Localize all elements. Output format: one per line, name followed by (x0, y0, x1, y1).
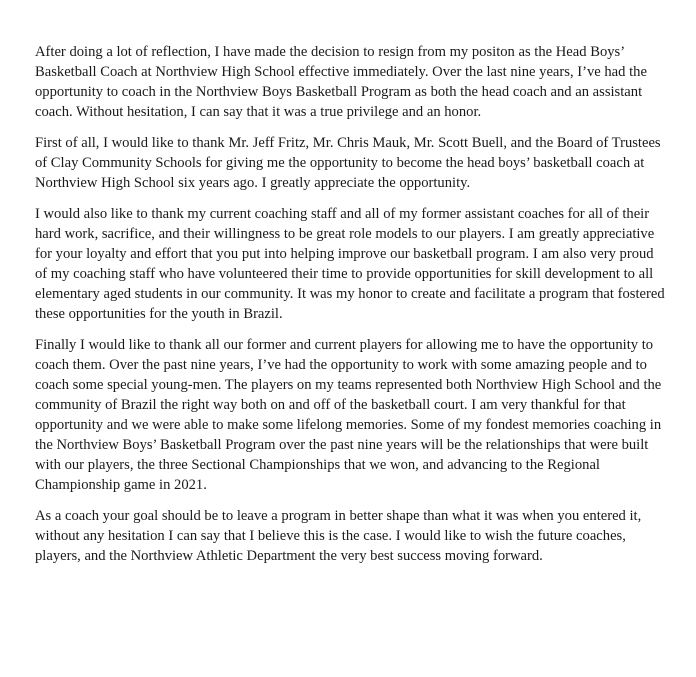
paragraph-thanks-staff: I would also like to thank my current coaching staff and all of my former assistant coaches for all of their hard work, sacrifice, and their willingness to be great role models to our players. I am greatly appreciative for your loyalty and effort that you put into helping improve our basketball program. I am also very proud of my coaching staff who have volunteered their time to provide opportunities for skill development to all elementary aged students in our community. It was my honor to create and facilitate a program that fostered these opportunities for the youth in Brazil. (35, 206, 665, 322)
paragraph-thanks-administration: First of all, I would like to thank Mr. Jeff Fritz, Mr. Chris Mauk, Mr. Scott Buell, and the Board of Trustees of Clay Community Schools for giving me the opportunity to become the head boys’ basketball coach at Northview High School six years ago. I greatly appreciate the opportunity. (35, 135, 661, 191)
paragraph-thanks-players: Finally I would like to thank all our former and current players for allowing me to have the opportunity to coach them. Over the past nine years, I’ve had the opportunity to work with some amazing people and to coach some special young-men. The players on my teams represented both Northview High School and the community of Brazil the right way both on and off of the basketball court. I am very thankful for that opportunity and we were able to make some lifelong memories. Some of my fondest memories coaching in the Northview Boys’ Basketball Program over the past nine years will be the relationships that were built with our players, the three Sectional Championships that we won, and advancing to the Regional Championship game in 2021. (35, 337, 662, 493)
paragraph-resignation: After doing a lot of reflection, I have made the decision to resign from my positon as the Head Boys’ Basketball Coach at Northview High School effective immediately. Over the last nine years, I’ve had the opportunity to coach in the Northview Boys Basketball Program as both the head coach and an assistant coach. Without hesitation, I can say that it was a true privilege and an honor. (35, 44, 647, 120)
paragraph-closing: As a coach your goal should be to leave a program in better shape than what it was when you entered it, without any hesitation I can say that I believe this is the case. I would like to wish the future coaches, players, and the Northview Athletic Department the very best success moving forward. (35, 508, 642, 564)
